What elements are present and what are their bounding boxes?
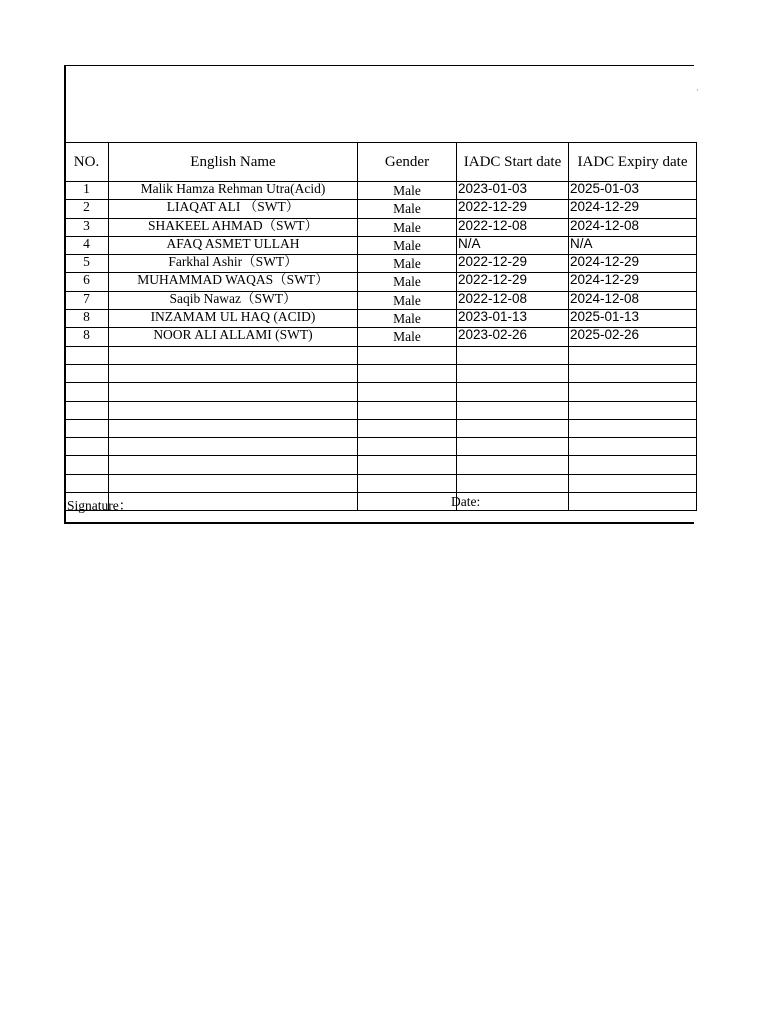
empty-table-row	[65, 456, 697, 474]
empty-cell	[65, 419, 109, 437]
empty-table-row	[65, 364, 697, 382]
empty-cell	[457, 364, 569, 382]
cell-english-name: NOOR ALI ALLAMI (SWT)	[109, 328, 358, 346]
cell-gender: Male	[358, 273, 457, 291]
empty-table-row	[65, 438, 697, 456]
cell-no: 8	[65, 328, 109, 346]
empty-cell	[569, 383, 697, 401]
table-row	[65, 310, 697, 328]
empty-cell	[358, 438, 457, 456]
empty-cell	[109, 419, 358, 437]
cell-gender: Male	[358, 310, 457, 328]
empty-cell	[569, 419, 697, 437]
cell-iadc-start-date: 2022-12-29	[457, 200, 569, 218]
empty-cell	[358, 419, 457, 437]
empty-cell	[569, 438, 697, 456]
cell-gender: Male	[358, 218, 457, 236]
cell-english-name: Saqib Nawaz（SWT）	[109, 291, 358, 309]
empty-cell	[109, 456, 358, 474]
cell-iadc-start-date: 2022-12-08	[457, 218, 569, 236]
empty-table-row	[65, 346, 697, 364]
table-row	[65, 200, 697, 218]
empty-cell	[358, 383, 457, 401]
cell-gender: Male	[358, 255, 457, 273]
header-row	[65, 143, 697, 182]
cell-iadc-expiry-date: 2025-01-03	[569, 182, 697, 200]
cell-iadc-start-date: 2023-01-03	[457, 182, 569, 200]
cell-iadc-start-date: 2023-02-26	[457, 328, 569, 346]
empty-cell	[65, 383, 109, 401]
empty-cell	[457, 438, 569, 456]
cell-english-name: SHAKEEL AHMAD（SWT）	[109, 218, 358, 236]
empty-cell	[65, 346, 109, 364]
cell-english-name: INZAMAM UL HAQ (ACID)	[109, 310, 358, 328]
stray-mark	[697, 89, 698, 91]
empty-cell	[109, 401, 358, 419]
empty-cell	[569, 456, 697, 474]
cell-gender: Male	[358, 291, 457, 309]
cell-iadc-expiry-date: 2024-12-08	[569, 218, 697, 236]
cell-no: 2	[65, 200, 109, 218]
cell-iadc-expiry-date: 2024-12-29	[569, 200, 697, 218]
empty-cell	[457, 346, 569, 364]
cell-no: 6	[65, 273, 109, 291]
table-row	[65, 236, 697, 254]
table-row	[65, 218, 697, 236]
empty-cell	[569, 346, 697, 364]
header-english-name: English Name	[109, 143, 358, 182]
cell-no: 1	[65, 182, 109, 200]
cell-english-name: LIAQAT ALI （SWT）	[109, 200, 358, 218]
cell-gender: Male	[358, 182, 457, 200]
empty-cell	[457, 401, 569, 419]
signature-footer	[66, 477, 696, 523]
cell-gender: Male	[358, 236, 457, 254]
cell-no: 5	[65, 255, 109, 273]
cell-no: 4	[65, 236, 109, 254]
cell-iadc-expiry-date: 2025-01-13	[569, 310, 697, 328]
empty-cell	[65, 456, 109, 474]
crew-table	[64, 142, 697, 511]
title-area	[66, 66, 696, 142]
empty-table-row	[65, 401, 697, 419]
empty-cell	[457, 383, 569, 401]
empty-cell	[358, 401, 457, 419]
empty-cell	[457, 456, 569, 474]
cell-english-name: Malik Hamza Rehman Utra(Acid)	[109, 182, 358, 200]
table-row	[65, 328, 697, 346]
cell-iadc-expiry-date: N/A	[569, 236, 697, 254]
empty-table-row	[65, 383, 697, 401]
cell-iadc-expiry-date: 2024-12-29	[569, 255, 697, 273]
header-iadc-start-date: IADC Start date	[457, 143, 569, 182]
empty-cell	[109, 383, 358, 401]
header-no: NO.	[65, 143, 109, 182]
header-iadc-expiry-date: IADC Expiry date	[569, 143, 697, 182]
cell-iadc-expiry-date: 2024-12-29	[569, 273, 697, 291]
cell-iadc-start-date: 2022-12-29	[457, 273, 569, 291]
empty-cell	[65, 438, 109, 456]
cell-no: 3	[65, 218, 109, 236]
cell-iadc-start-date: N/A	[457, 236, 569, 254]
table-row	[65, 255, 697, 273]
cell-no: 7	[65, 291, 109, 309]
cell-gender: Male	[358, 328, 457, 346]
cell-iadc-start-date: 2023-01-13	[457, 310, 569, 328]
empty-cell	[358, 346, 457, 364]
empty-cell	[358, 456, 457, 474]
header-gender: Gender	[358, 143, 457, 182]
roster-sheet	[64, 65, 694, 524]
cell-english-name: AFAQ ASMET ULLAH	[109, 236, 358, 254]
cell-iadc-start-date: 2022-12-29	[457, 255, 569, 273]
empty-cell	[65, 364, 109, 382]
cell-iadc-expiry-date: 2025-02-26	[569, 328, 697, 346]
table-row	[65, 291, 697, 309]
date-label: Date:	[451, 494, 481, 509]
empty-table-row	[65, 419, 697, 437]
signature-label: Signature：	[67, 498, 133, 513]
empty-cell	[109, 438, 358, 456]
empty-cell	[358, 364, 457, 382]
table-row	[65, 182, 697, 200]
cell-english-name: Farkhal Ashir（SWT）	[109, 255, 358, 273]
table-row	[65, 273, 697, 291]
cell-iadc-start-date: 2022-12-08	[457, 291, 569, 309]
cell-no: 8	[65, 310, 109, 328]
cell-english-name: MUHAMMAD WAQAS（SWT）	[109, 273, 358, 291]
empty-cell	[569, 401, 697, 419]
empty-cell	[109, 346, 358, 364]
empty-cell	[457, 419, 569, 437]
empty-cell	[65, 401, 109, 419]
empty-cell	[569, 364, 697, 382]
cell-iadc-expiry-date: 2024-12-08	[569, 291, 697, 309]
empty-cell	[109, 364, 358, 382]
cell-gender: Male	[358, 200, 457, 218]
